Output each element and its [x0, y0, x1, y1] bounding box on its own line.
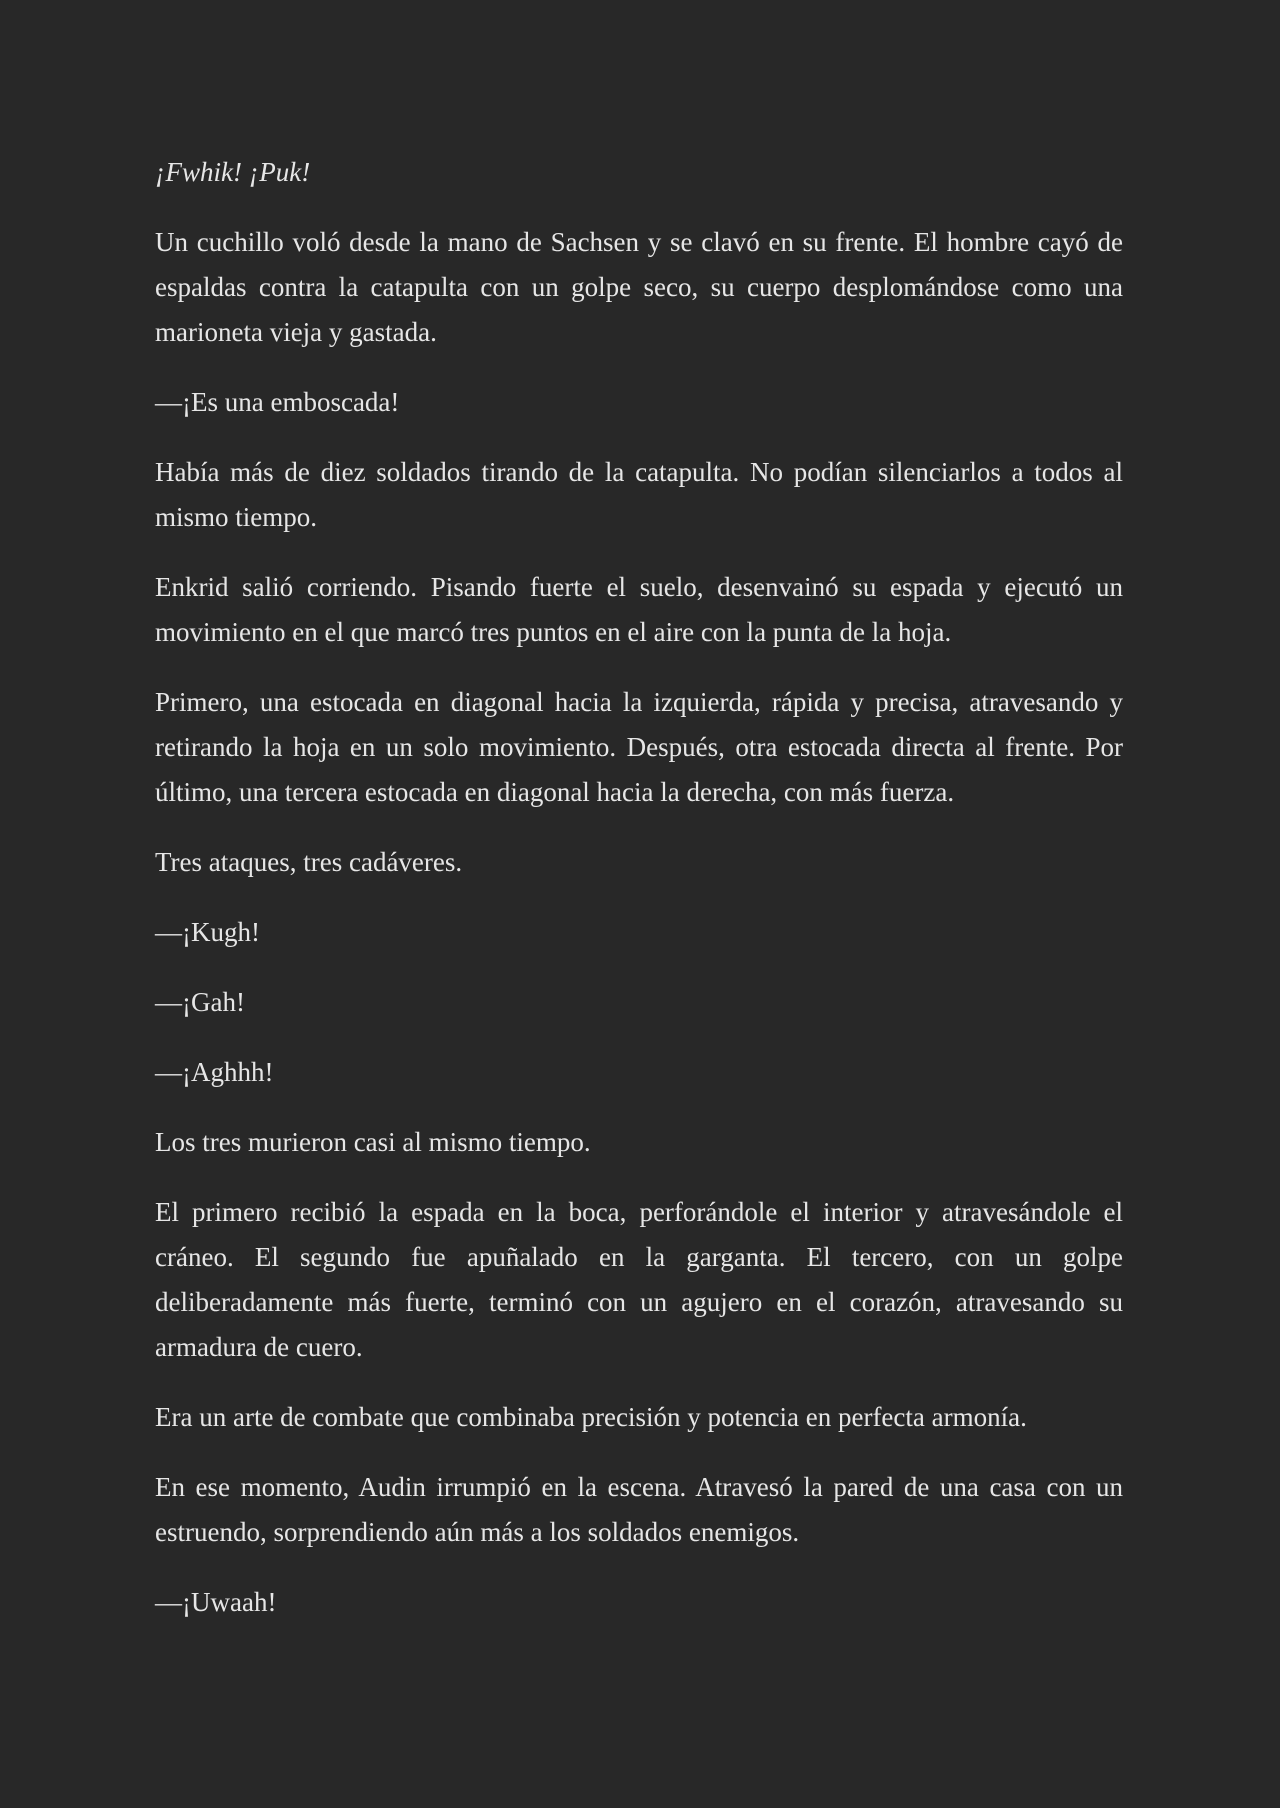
- paragraph: Había más de diez soldados tirando de la catapulta. No podían silenciarlos a todos al mismo tiempo.: [155, 457, 1123, 532]
- paragraph: Era un arte de combate que combinaba precisión y potencia en perfecta armonía.: [155, 1402, 1027, 1432]
- paragraph: —¡Uwaah!: [155, 1587, 277, 1617]
- paragraph: Enkrid salió corriendo. Pisando fuerte el suelo, desenvainó su espada y ejecutó un movimiento en el que marcó tres puntos en el aire con la punta de la hoja.: [155, 572, 1123, 647]
- paragraph: —¡Es una emboscada!: [155, 387, 400, 417]
- paragraph: Los tres murieron casi al mismo tiempo.: [155, 1127, 591, 1157]
- paragraph: —¡Kugh!: [155, 917, 260, 947]
- paragraph: —¡Aghhh!: [155, 1057, 274, 1087]
- paragraph: El primero recibió la espada en la boca, perforándole el interior y atravesándole el cráneo. El segundo fue apuñalado en la garganta. El tercero, con un golpe deliberadamente más fuerte, terminó con un agujero en el corazón, atravesando su armadura de cuero.: [155, 1197, 1123, 1362]
- reader-content: [155, 150, 1123, 1650]
- paragraph: Primero, una estocada en diagonal hacia la izquierda, rápida y precisa, atravesando y retirando la hoja en un solo movimiento. Después, otra estocada directa al frente. Por último, una tercera estocada en diagonal hacia la derecha, con más fuerza.: [155, 687, 1123, 807]
- paragraph: —¡Gah!: [155, 987, 245, 1017]
- paragraph: En ese momento, Audin irrumpió en la escena. Atravesó la pared de una casa con un estruendo, sorprendiendo aún más a los soldados enemigos.: [155, 1472, 1123, 1547]
- paragraph: Un cuchillo voló desde la mano de Sachsen y se clavó en su frente. El hombre cayó de espaldas contra la catapulta con un golpe seco, su cuerpo desplomándose como una marioneta vieja y gastada.: [155, 227, 1123, 347]
- paragraph: ¡Fwhik! ¡Puk!: [155, 157, 311, 187]
- paragraph: Tres ataques, tres cadáveres.: [155, 847, 463, 877]
